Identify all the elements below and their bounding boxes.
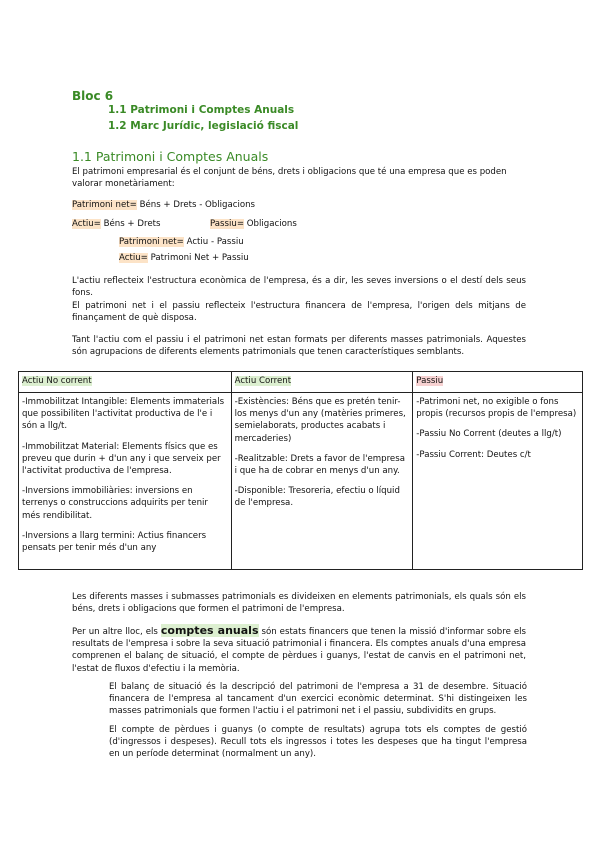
section-title: 1.1 Patrimoni i Comptes Anuals [72, 149, 269, 164]
toc-item-1[interactable]: 1.1 Patrimoni i Comptes Anuals [108, 104, 295, 116]
list-item: -Immobilitzat Intangible: Elements immaterials que possibiliten l'activitat productiva de l'e i són a llg/t. [22, 397, 225, 432]
keyword-comptes-anuals: comptes anuals [160, 624, 259, 637]
formula-actiu [72, 218, 160, 230]
toc-item-2[interactable]: 1.2 Marc Jurídic, legislació fiscal [108, 120, 299, 132]
masses-table [18, 371, 583, 570]
formula-passiu [210, 218, 297, 230]
table-cell-actiu-corrent [231, 393, 413, 570]
formula-label: Actiu= [119, 253, 148, 263]
list-item: -Patrimoni net, no exigible o fons propis (recursos propis de l'empresa) [416, 397, 577, 420]
paragraph-elements: Les diferents masses i submasses patrimonials es divideixen en elements patrimonials, els quals són els béns, drets i obligacions que formen el patrimoni de l'empresa. [72, 592, 526, 615]
formula-label: Passiu= [210, 219, 245, 229]
formula-patrimoni-net-2 [119, 236, 244, 248]
list-item: -Existències: Béns que es pretén tenir-los menys d'un any (matèries primeres, semielaborats, productes acabats i mercaderies) [234, 397, 406, 444]
table-header-passiu: Passiu [413, 372, 583, 393]
table-header-actiu-no-corrent: Actiu No corrent [19, 372, 232, 393]
table-header-row [19, 372, 583, 393]
bloc-title: Bloc 6 [72, 89, 114, 103]
formula-value: Actiu - Passiu [186, 237, 244, 247]
formula-label: Patrimoni net= [119, 237, 184, 247]
list-item: -Inversions a llarg termini: Actius financers pensats per tenir més d'un any [22, 530, 207, 554]
list-item: -Realitzable: Drets a favor de l'empresa i que ha de cobrar en menys d'un any. [234, 453, 405, 477]
list-item: -Inversions immobiliàries: inversions en terrenys o construccions adquirits per tenir més rendibilitat. [22, 486, 208, 521]
table-header-actiu-corrent: Actiu Corrent [231, 372, 413, 393]
paragraph-perdues-guanys: El compte de pèrdues i guanys (o compte de resultats) agrupa tots els comptes de gestió (d'ingressos i despeses). Recull tots els ingressos i totes les despeses que ha tingut l'empresa en un període determinat (normalment un any). [109, 725, 527, 760]
table-cell-passiu [413, 393, 583, 570]
formula-value: Patrimoni Net + Passiu [150, 253, 249, 263]
formula-actiu-2 [119, 252, 249, 264]
list-item: -Passiu No Corrent (deutes a llg/t) [416, 429, 562, 440]
formula-value: Obligacions [246, 219, 297, 229]
list-item: -Passiu Corrent: Deutes c/t [416, 449, 531, 460]
intro-paragraph: El patrimoni empresarial és el conjunt de béns, drets i obligacions que té una empresa que es poden valorar monetàriament: [72, 167, 507, 190]
paragraph-masses: Tant l'actiu com el passiu i el patrimoni net estan formats per diferents masses patrimonials. Aquestes són agrupacions de diferents elements patrimonials que tenen característiques semblants. [72, 335, 526, 358]
paragraph-comptes-anuals: Per un altre lloc, els comptes anuals són estats financers que tenen la missió d'informar sobre els resultats de l'empresa i sobre la seva situació patrimonial i financera. Els comptes anuals d'una empresa comprenen el balanç de situació, el compte de pèrdues i guanys, l'estat de canvis en el patrimoni net, l'estat de fluxos d'efectiu i la memòria. [72, 624, 527, 674]
paragraph-actiu: L'actiu reflecteix l'estructura econòmica de l'empresa, és a dir, les seves inversions o el destí dels seus fons. [72, 276, 526, 299]
table-row [19, 393, 583, 570]
paragraph-patrimoni: El patrimoni net i el passiu reflecteix l'estructura financera de l'empresa, l'origen dels mitjans de finançament de què disposa. [72, 301, 526, 324]
formula-value: Béns + Drets - Obligacions [139, 200, 256, 210]
formula-patrimoni-net [72, 199, 255, 211]
formula-label: Patrimoni net= [72, 200, 137, 210]
formula-value: Béns + Drets [103, 219, 161, 229]
list-item: -Disponible: Tresoreria, efectiu o líquid de l'empresa. [234, 486, 400, 509]
list-item: -Immobilitzat Material: Elements físics que es preveu que durin + d'un any i que serveix per l'activitat productiva de l'empresa. [22, 441, 221, 477]
paragraph-balanc: El balanç de situació és la descripció del patrimoni de l'empresa a 31 de desembre. Situació financera de l'empresa al tancament d'un exercici econòmic determinat. S'hi distingeixen les masses patrimonials que formen l'actiu i el patrimoni net i el passiu, subdividits en grups. [109, 682, 527, 717]
formula-label: Actiu= [72, 219, 101, 229]
table-cell-actiu-no-corrent [19, 393, 232, 570]
